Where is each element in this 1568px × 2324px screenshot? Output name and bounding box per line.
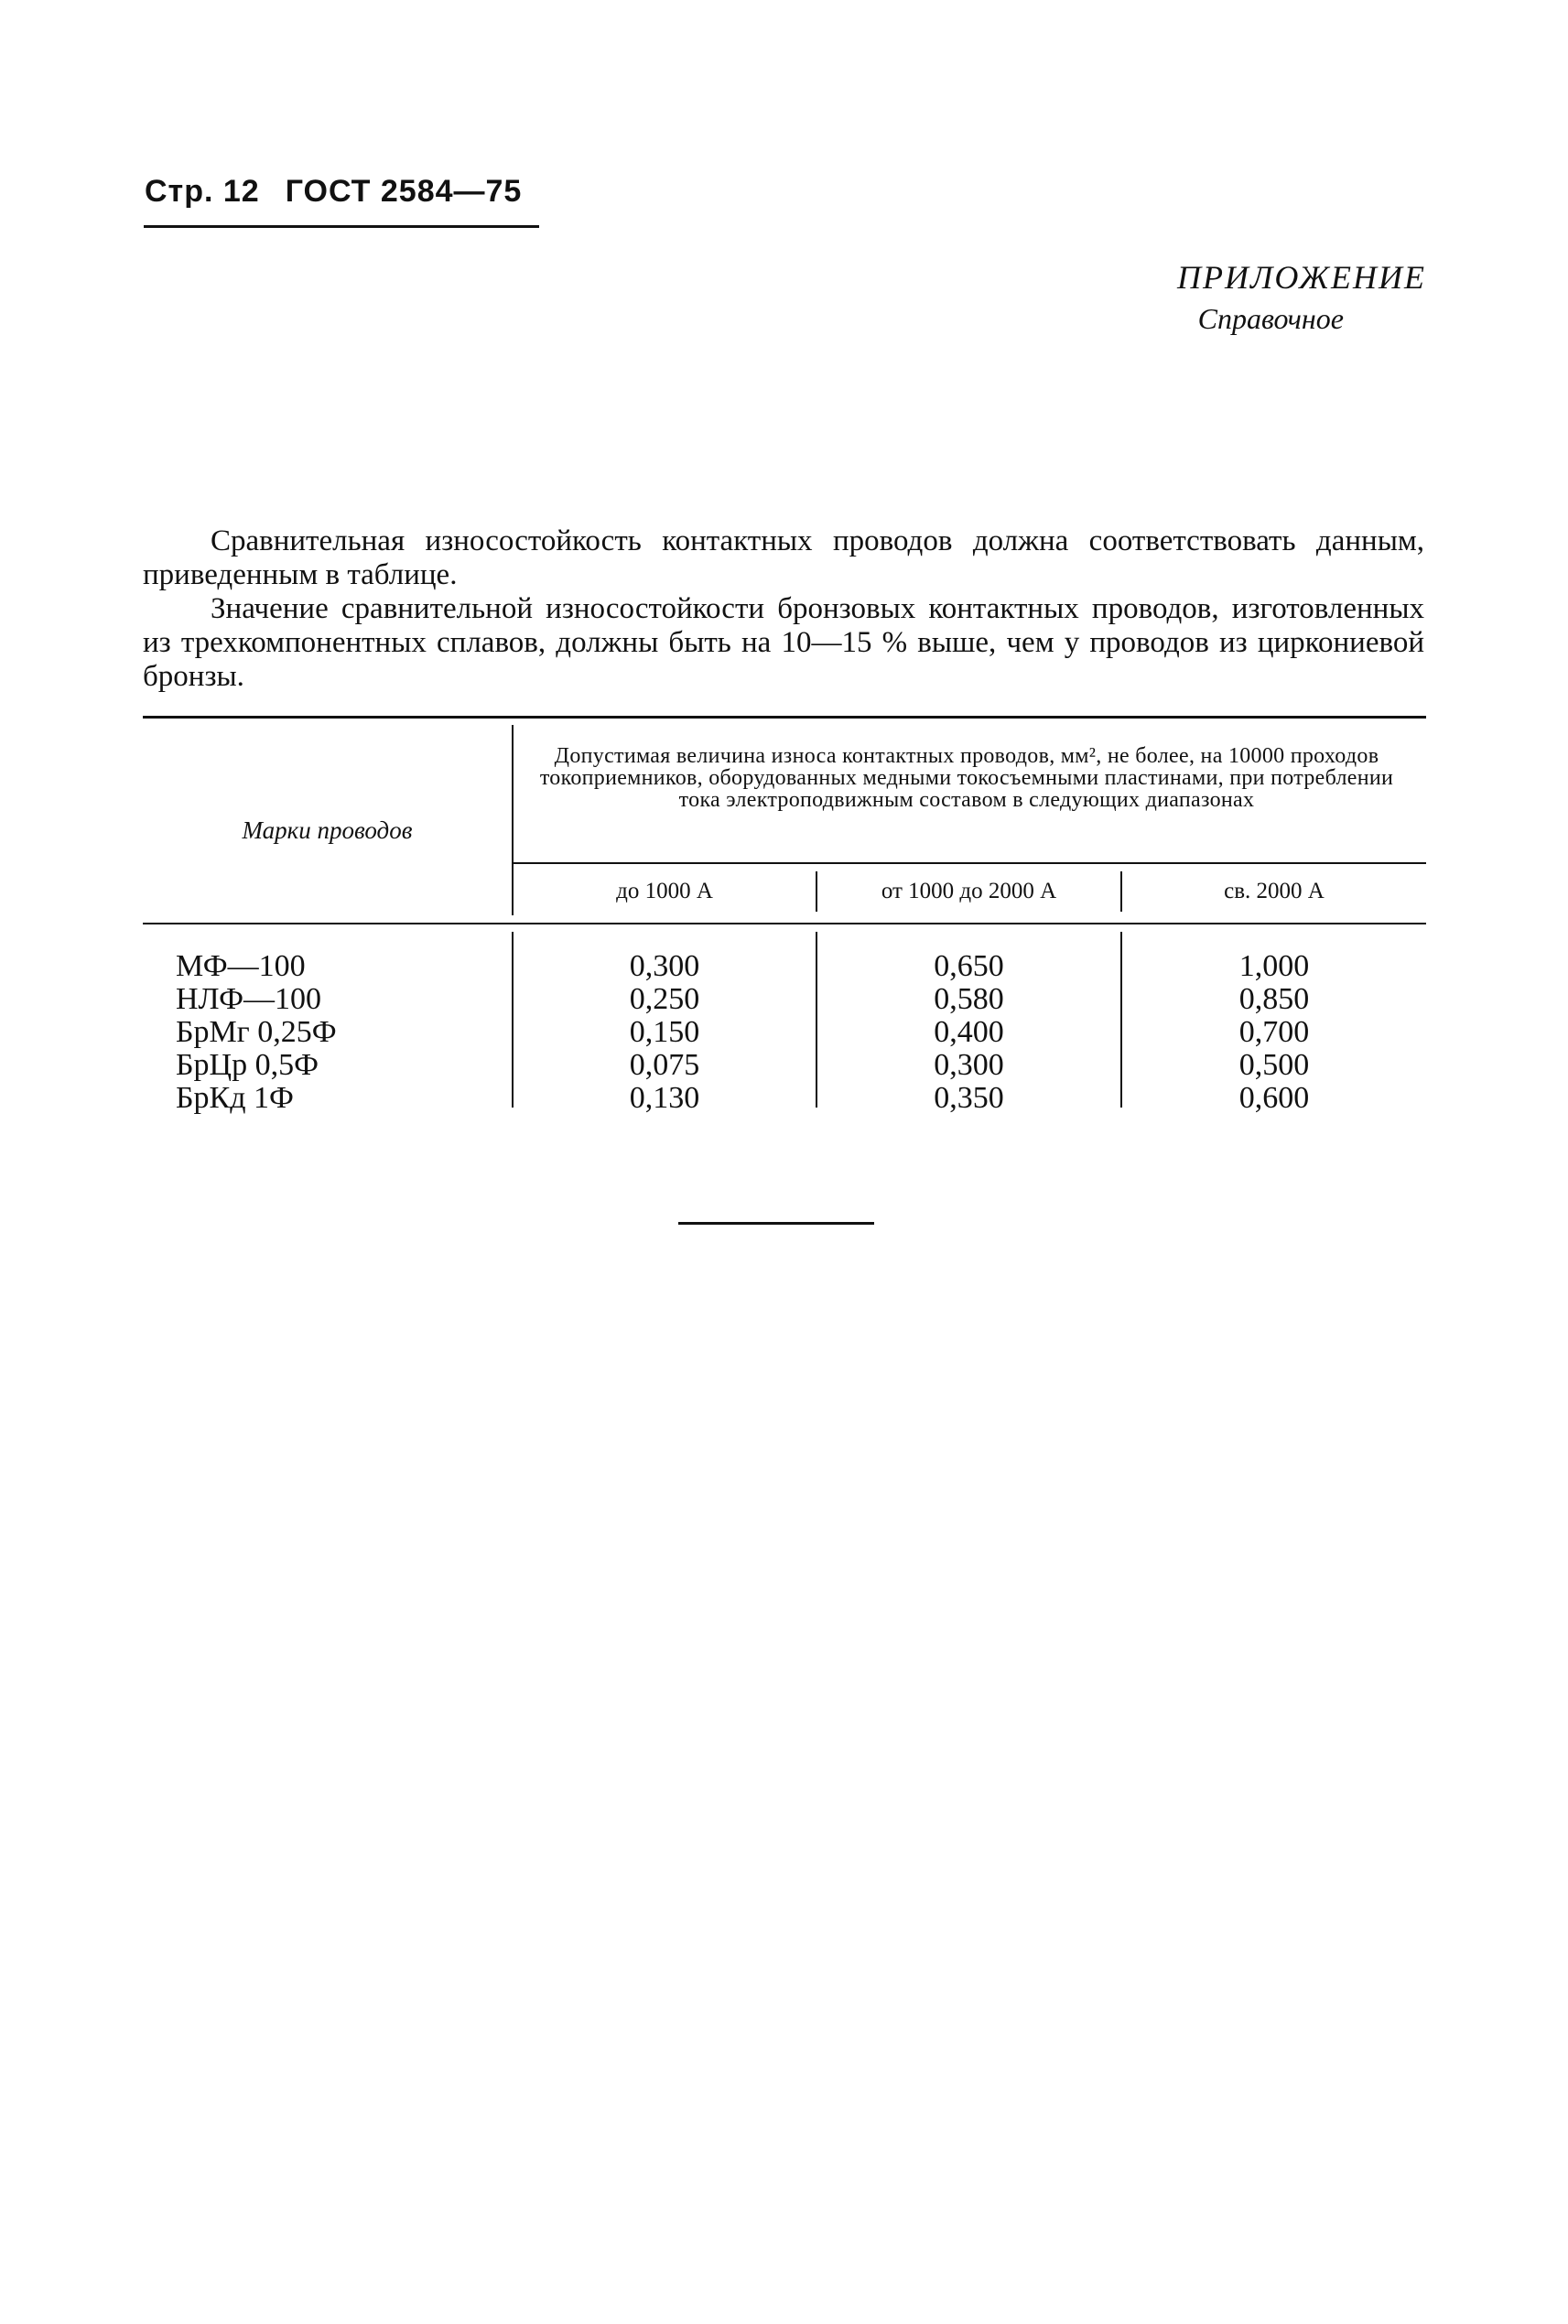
table-cell-mark: БрМг 0,25Ф	[176, 1015, 337, 1049]
table-cell-value: 0,300	[934, 1048, 1004, 1082]
table-cell-value: 0,350	[934, 1081, 1004, 1115]
table-cell-value: 0,400	[934, 1015, 1004, 1049]
table-cell-value: 0,300	[629, 949, 700, 983]
col-header-range-1: до 1000 А	[616, 879, 713, 903]
range-1-column	[514, 950, 816, 1115]
table-cell-value: 0,850	[1238, 982, 1310, 1016]
end-rule	[678, 1222, 874, 1225]
marks-column	[176, 950, 337, 1115]
table-cell-mark: БрЦр 0,5Ф	[176, 1048, 319, 1082]
table-cell-value: 0,150	[629, 1015, 700, 1049]
range-3-column	[1122, 950, 1426, 1115]
col-header-range-3: св. 2000 А	[1224, 879, 1325, 903]
table-cell-value: 0,250	[629, 982, 700, 1016]
table-cell-mark: НЛФ—100	[176, 982, 322, 1016]
body-text	[143, 524, 1424, 694]
table-cell-value: 0,650	[934, 949, 1004, 983]
page-number: Стр. 12	[145, 174, 260, 209]
table-header-rule	[143, 923, 1426, 924]
paragraph-2: Значение сравнительной износостойкости бронзовых контактных проводов, изготовленных из трехкомпонентных сплавов, должны быть на 10—15 % выше, чем у проводов из циркониевой бронзы.	[143, 592, 1424, 693]
table-cell-value: 0,580	[934, 982, 1004, 1016]
table-cell-mark: МФ—100	[176, 949, 306, 983]
table-cell-value: 0,500	[1238, 1048, 1310, 1082]
table-cell-mark: БрКд 1Ф	[176, 1081, 294, 1115]
appendix-subtitle: Справочное	[1197, 302, 1344, 335]
col-header-marks: Марки проводов	[242, 816, 413, 844]
paragraph-1: Сравнительная износостойкость контактных проводов должна соответствовать данным, приведенным в таблице.	[143, 524, 1424, 591]
table-cell-value: 0,700	[1238, 1015, 1310, 1049]
range-2-column	[817, 950, 1120, 1115]
table-top-rule	[143, 716, 1426, 719]
table-cell-value: 0,075	[629, 1048, 700, 1082]
page-header	[145, 174, 522, 210]
wear-table	[143, 716, 1426, 1119]
col-header-group: Допустимая величина износа контактных проводов, мм², не более, на 10000 проходов токоприемников, оборудованных медными токосъемными пластинами, при потреблении тока электроподвижным составом в следующих диапазонах	[539, 744, 1394, 812]
appendix-title: ПРИЛОЖЕНИЕ	[1177, 259, 1426, 296]
standard-number: ГОСТ 2584—75	[285, 174, 523, 209]
header-rule	[144, 225, 539, 228]
table-cell-value: 0,600	[1238, 1081, 1310, 1115]
table-cell-value: 1,000	[1238, 949, 1310, 983]
table-cell-value: 0,130	[629, 1081, 700, 1115]
col-header-range-2: от 1000 до 2000 А	[881, 879, 1057, 903]
group-header-rule	[513, 862, 1426, 864]
